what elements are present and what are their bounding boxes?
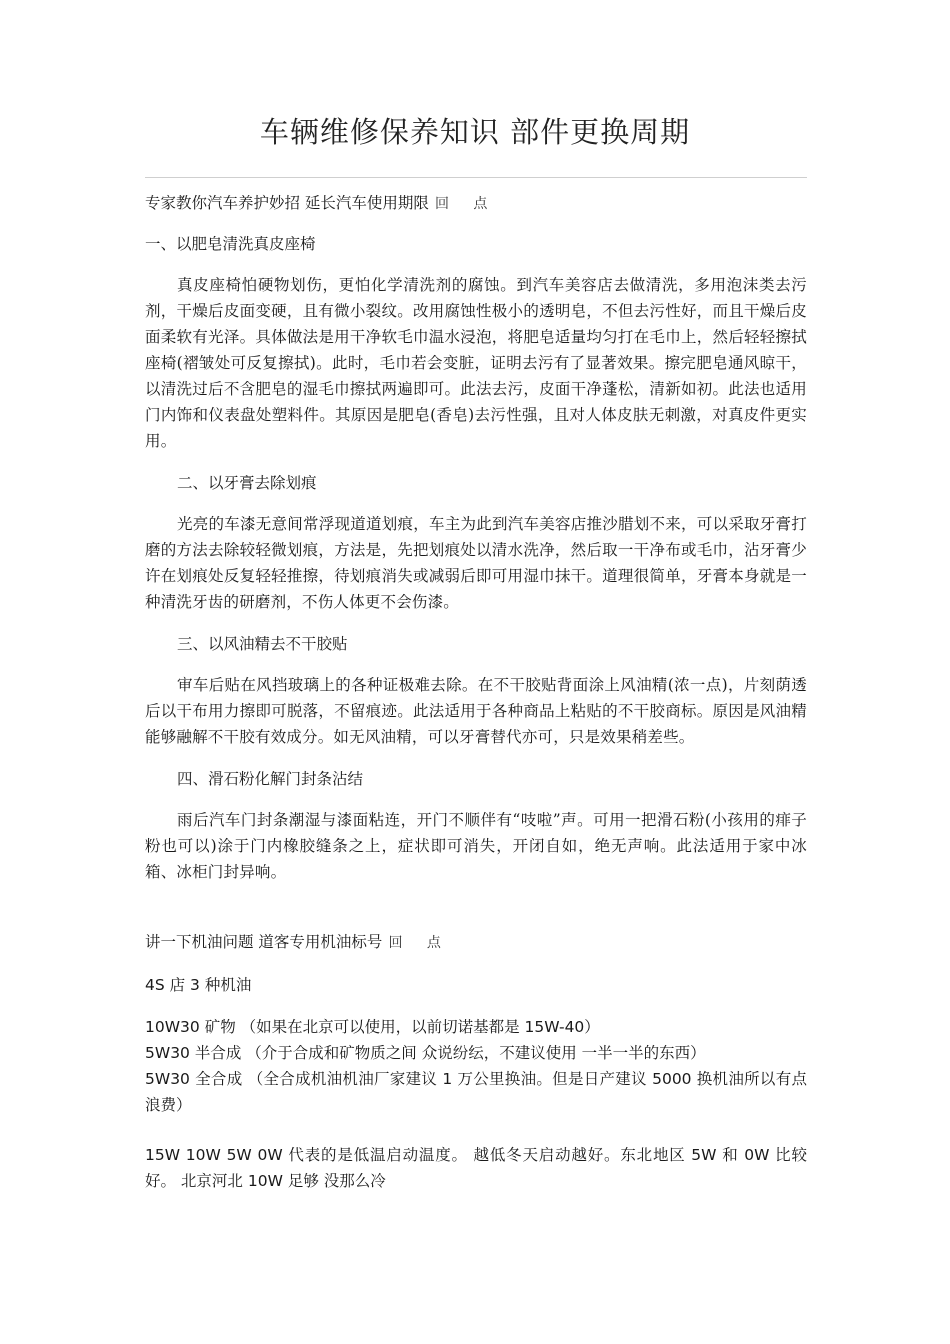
item1-body: 真皮座椅怕硬物划伤，更怕化学清洗剂的腐蚀。到汽车美容店去做清洗，多用泡沫类去污剂，干燥后皮面变硬，且有微小裂纹。改用腐蚀性极小的透明皂，不但去污性好，而且干燥后皮面柔软有光泽。具体做法是用干净软毛巾温水浸泡，将肥皂适量均匀打在毛巾上，然后轻轻擦拭座椅(褶皱处可反复擦拭)。此时，毛巾若会变脏，证明去污有了显著效果。擦完肥皂通风晾干，以清洗过后不含肥皂的湿毛巾擦拭两遍即可。此法去污，皮面干净蓬松，清新如初。此法也适用门内饰和仪表盘处塑料件。其原因是肥皂(香皂)去污性强，且对人体皮肤无刺激，对真皮件更实用。 xyxy=(145,276,807,450)
section2-heading: 讲一下机油问题 道客专用机油标号 xyxy=(145,933,383,951)
oil-item-10w30: 10W30 矿物 （如果在北京可以使用，以前切诺基都是 15W-40） xyxy=(145,1018,600,1036)
item4-subheading: 四、滑石粉化解门封条沾结 xyxy=(177,770,364,788)
item3-subheading: 三、以风油精去不干胶贴 xyxy=(177,635,348,653)
item4-body: 雨后汽车门封条潮湿与漆面粘连，开门不顺伴有“吱啦”声。可用一把滑石粉(小孩用的痱子粉也可以)涂于门内橡胶缝条之上，症状即可消失，开闭自如，绝无声响。此法适用于家中冰箱、冰柜门封异响。 xyxy=(145,811,807,881)
item3-body: 审车后贴在风挡玻璃上的各种证极难去除。在不干胶贴背面涂上风油精(浓一点)，片刻荫透后以干布用力擦即可脱落，不留痕迹。此法适用于各种商品上粘贴的不干胶商标。原因是风油精能够融解不干胶有效成分。如无风油精，可以牙膏替代亦可，只是效果稍差些。 xyxy=(145,676,807,746)
section2-heading-line xyxy=(145,929,807,956)
item2-body: 光亮的车漆无意间常浮现道道划痕，车主为此到汽车美容店推沙腊划不来，可以采取牙膏打磨的方法去除较轻微划痕，方法是，先把划痕处以清水洗净，然后取一干净布或毛巾，沾牙膏少许在划痕处反复轻轻推擦，待划痕消失或减弱后即可用湿巾抹干。道理很简单，牙膏本身就是一种清洗牙齿的研磨剂，不伤人体更不会伤漆。 xyxy=(145,515,807,611)
title-divider xyxy=(145,177,807,178)
section2-heading-suffix: 回 点 xyxy=(388,935,451,951)
oil-intro: 4S 店 3 种机油 xyxy=(145,976,252,994)
section1-heading-line xyxy=(145,190,807,217)
oil-item-5w30-semi: 5W30 半合成 （介于合成和矿物质之间 众说纷纭，不建议使用 一半一半的东西） xyxy=(145,1044,706,1062)
section1-heading-suffix: 回 点 xyxy=(434,196,498,212)
oil-item-5w30-full: 5W30 全合成 （全合成机油机油厂家建议 1 万公里换油。但是日产建议 5000 换机油所以有点浪费） xyxy=(145,1070,807,1114)
oil-list xyxy=(145,1014,807,1118)
document-body xyxy=(145,190,807,1210)
item2-subheading: 二、以牙膏去除划痕 xyxy=(177,474,317,492)
oil-viscosity-note: 15W 10W 5W 0W 代表的是低温启动温度。 越低冬天启动越好。东北地区 5W 和 0W 比较好。 北京河北 10W 足够 没那么冷 xyxy=(145,1146,807,1190)
section1-heading: 专家教你汽车养护妙招 延长汽车使用期限 xyxy=(145,194,429,212)
document-title: 车辆维修保养知识 部件更换周期 xyxy=(259,115,691,149)
item1-subheading: 一、以肥皂清洗真皮座椅 xyxy=(145,235,316,253)
